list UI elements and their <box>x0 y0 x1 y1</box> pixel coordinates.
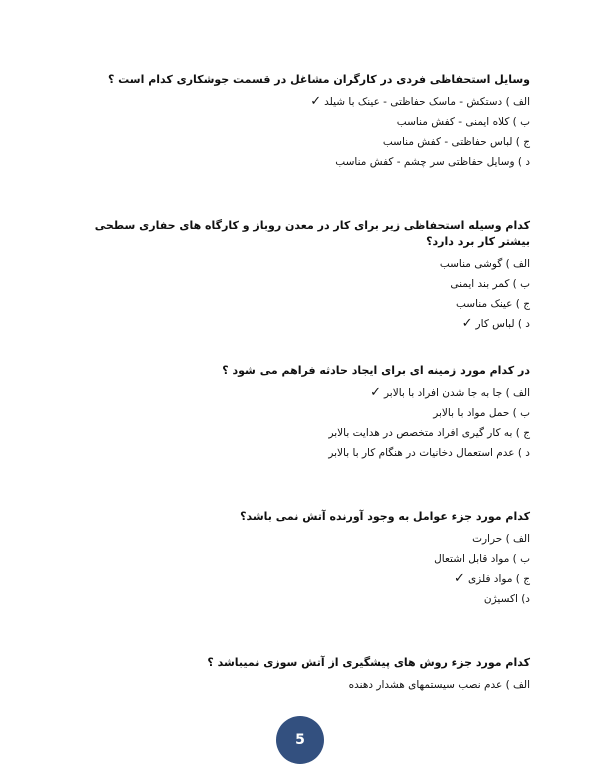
question-1-text: وسایل استحفاظی فردی در کارگران مشاغل در قسمت جوشکاری کدام است ؟ <box>107 73 530 86</box>
question-2-option-c <box>60 294 530 314</box>
option-label: ب ) کمر بند ایمنی <box>450 278 530 290</box>
option-label: ب ) مواد قابل اشتعال <box>434 553 530 565</box>
question-4-option-a <box>60 529 530 549</box>
option-label: د ) عدم استعمال دخانیات در هنگام کار با بالابر <box>328 447 530 459</box>
question-2-option-d <box>60 314 530 334</box>
question-2 <box>60 218 530 334</box>
page-number-badge: 5 <box>276 716 324 764</box>
question-1-option-d <box>60 152 530 172</box>
option-label: ج ) مواد فلزی <box>467 573 530 585</box>
question-1-option-a <box>60 92 530 112</box>
option-label: ب ) کلاه ایمنی - کفش مناسب <box>396 116 530 128</box>
question-5-option-a <box>60 675 530 695</box>
option-label: الف ) عدم نصب سیستمهای هشدار دهنده <box>348 679 530 691</box>
check-mark-icon: ✓ <box>454 571 465 586</box>
question-2-option-b <box>60 274 530 294</box>
question-3-text: در کدام مورد زمینه ای برای ایجاد حادثه فراهم می شود ؟ <box>222 364 530 377</box>
option-label: د ) لباس کار <box>475 318 530 330</box>
question-1-option-c <box>60 132 530 152</box>
question-5 <box>60 655 530 695</box>
option-label: الف ) دستکش - ماسک حفاظتی - عینک با شیلد <box>324 96 530 108</box>
question-3-option-b <box>60 403 530 423</box>
question-3-option-c <box>60 423 530 443</box>
question-4-option-d <box>60 589 530 609</box>
question-3-option-a <box>60 383 530 403</box>
question-3 <box>60 363 530 463</box>
question-4-option-c <box>60 569 530 589</box>
question-1-option-b <box>60 112 530 132</box>
question-4-option-b <box>60 549 530 569</box>
check-mark-icon: ✓ <box>370 385 381 400</box>
option-label: الف ) حرارت <box>472 533 530 545</box>
question-5-text: کدام مورد جزء روش های پیشگیری از آتش سوزی نمیباشد ؟ <box>207 656 530 669</box>
question-3-option-d <box>60 443 530 463</box>
question-4 <box>60 509 530 609</box>
check-mark-icon: ✓ <box>310 94 322 109</box>
option-label: ب ) حمل مواد با بالابر <box>433 407 530 419</box>
option-label: د ) وسایل حفاظتی سر چشم - کفش مناسب <box>335 156 530 168</box>
option-label: الف ) گوشی مناسب <box>439 258 530 270</box>
option-label: الف ) جا به جا شدن افراد با بالابر <box>383 387 530 399</box>
option-label: ج ) به کار گیری افراد متخصص در هدایت بالابر <box>328 427 530 439</box>
question-4-text: کدام مورد جزء عوامل به وجود آورنده آتش نمی باشد؟ <box>240 510 530 523</box>
check-mark-icon: ✓ <box>461 316 473 331</box>
option-label: ج ) عینک مناسب <box>456 298 530 310</box>
question-1 <box>60 72 530 172</box>
question-2-text: کدام وسیله استحفاظی زیر برای کار در معدن روباز و کارگاه های حفاری سطحی بیشتر کار برد دارد؟ <box>94 219 530 248</box>
option-label: ج ) لباس حفاظتی - کفش مناسب <box>382 136 530 148</box>
option-label: د) اکسیژن <box>483 593 530 605</box>
question-2-option-a <box>60 254 530 274</box>
